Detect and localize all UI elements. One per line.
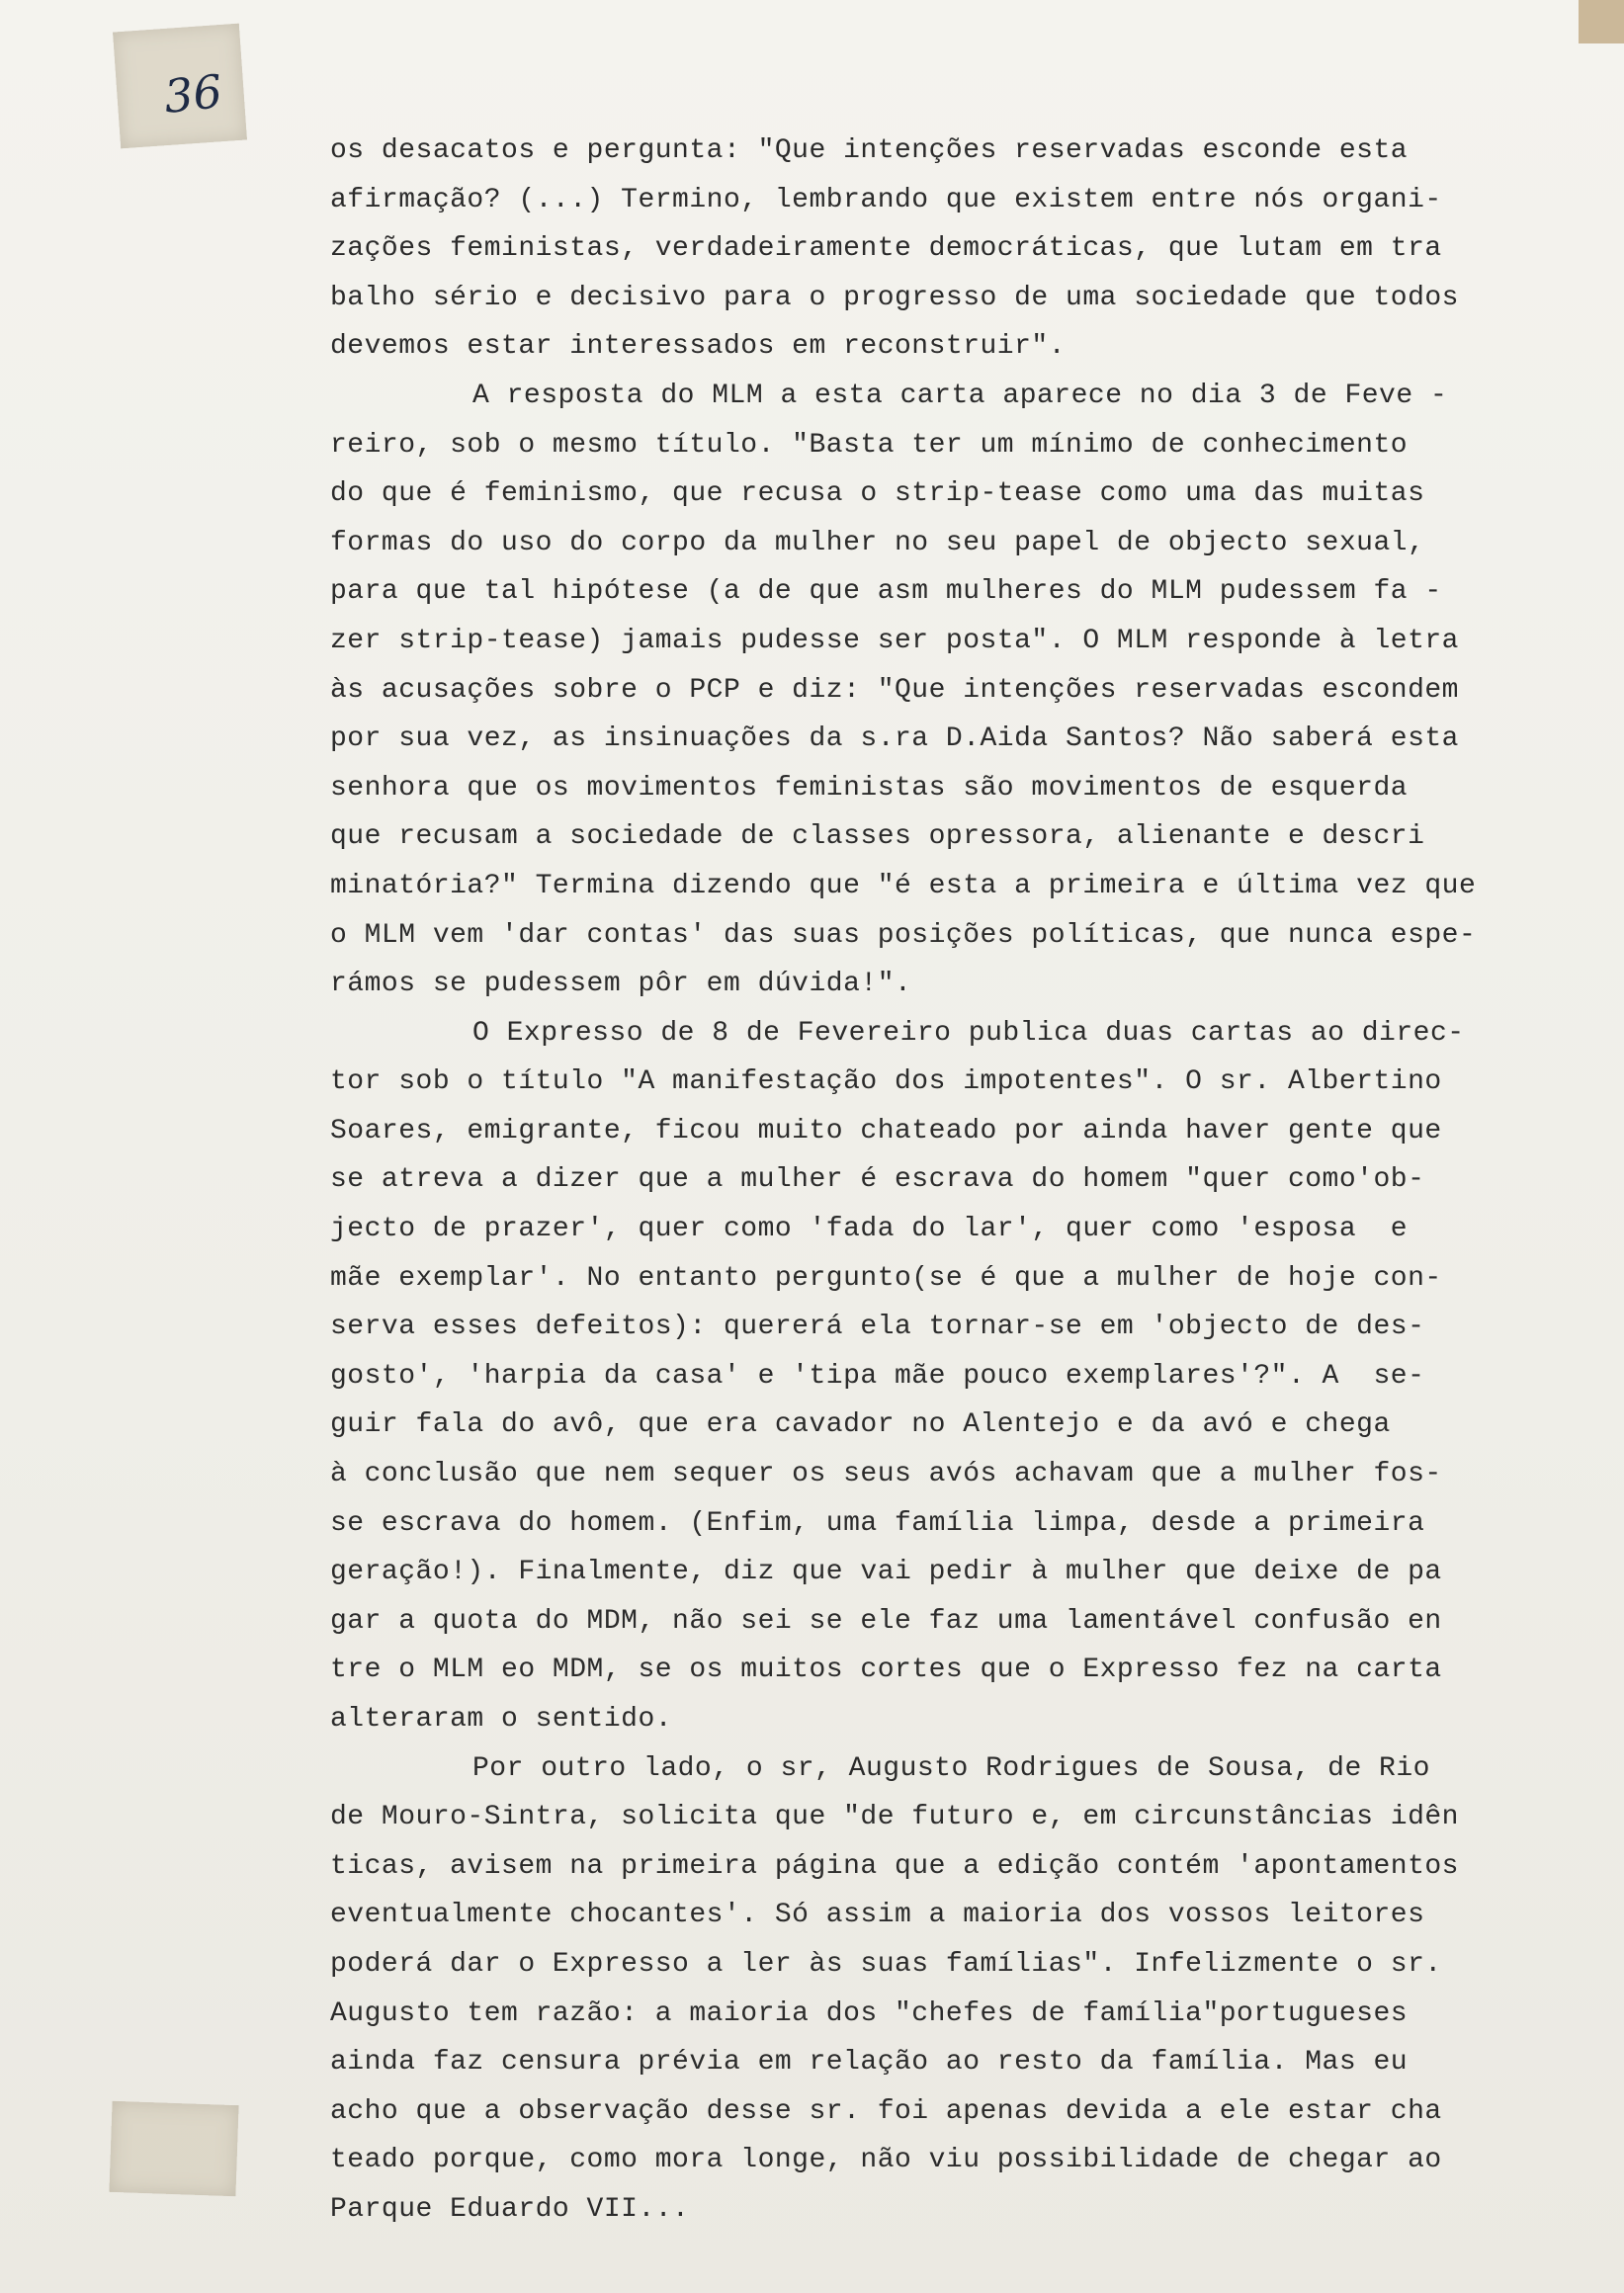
text-line: ticas, avisem na primeira página que a edição contém 'apontamentos <box>330 1850 1459 1882</box>
text-line: Augusto tem razão: a maioria dos "chefes de família"portugueses <box>330 1997 1409 2029</box>
text-line: geração!). Finalmente, diz que vai pedir à mulher que deixe de pa <box>330 1557 1442 1588</box>
text-line: ainda faz censura prévia em relação ao resto da família. Mas eu <box>330 2047 1409 2079</box>
text-line: A resposta do MLM a esta carta aparece no dia 3 de Feve - <box>472 380 1448 411</box>
body-text <box>330 127 1496 2235</box>
text-line: à conclusão que nem sequer os seus avós achavam que a mulher fos- <box>330 1459 1442 1490</box>
text-line: teado porque, como mora longe, não viu possibilidade de chegar ao <box>330 2145 1442 2176</box>
text-line: balho sério e decisivo para o progresso de uma sociedade que todos <box>330 282 1459 313</box>
paper-corner-mark <box>1579 0 1624 43</box>
text-line: formas do uso do corpo da mulher no seu papel de objecto sexual, <box>330 527 1425 558</box>
text-line: gosto', 'harpia da casa' e 'tipa mãe pouco exemplares'?". A se- <box>330 1360 1425 1392</box>
text-line: minatória?" Termina dizendo que "é esta a primeira e última vez que <box>330 870 1477 901</box>
text-line: serva esses defeitos): quererá ela tornar-se em 'objecto de des- <box>330 1312 1425 1343</box>
text-line: poderá dar o Expresso a ler às suas famílias". Infelizmente o sr. <box>330 1948 1442 1980</box>
text-line: zer strip-tease) jamais pudesse ser posta". O MLM responde à letra <box>330 625 1459 656</box>
text-line: se atreva a dizer que a mulher é escrava do homem "quer como'ob- <box>330 1164 1425 1196</box>
text-line: para que tal hipótese (a de que asm mulheres do MLM pudessem fa - <box>330 576 1442 608</box>
text-line: alteraram o sentido. <box>330 1704 673 1735</box>
text-line: guir fala do avô, que era cavador no Alentejo e da avó e chega <box>330 1409 1391 1441</box>
text-line: Por outro lado, o sr, Augusto Rodrigues de Sousa, de Rio <box>472 1752 1430 1784</box>
text-line: por sua vez, as insinuações da s.ra D.Aida Santos? Não saberá esta <box>330 723 1459 755</box>
text-line: rámos se pudessem pôr em dúvida!". <box>330 969 912 1000</box>
text-line: mãe exemplar'. No entanto pergunto(se é que a mulher de hoje con- <box>330 1262 1442 1294</box>
text-line: que recusam a sociedade de classes opressora, alienante e descri <box>330 821 1425 853</box>
text-line: Parque Eduardo VII... <box>330 2193 690 2225</box>
text-line: gar a quota do MDM, não sei se ele faz uma lamentável confusão en <box>330 1605 1442 1637</box>
text-line: de Mouro-Sintra, solicita que "de futuro e, em circunstâncias idên <box>330 1802 1459 1833</box>
text-line: Soares, emigrante, ficou muito chateado por ainda haver gente que <box>330 1115 1442 1146</box>
text-line: o MLM vem 'dar contas' das suas posições políticas, que nunca espe- <box>330 919 1477 951</box>
tape-mark-bottom <box>109 2101 238 2196</box>
text-line: eventualmente chocantes'. Só assim a maioria dos vossos leitores <box>330 1900 1425 1931</box>
text-line: se escrava do homem. (Enfim, uma família limpa, desde a primeira <box>330 1507 1425 1539</box>
text-line: jecto de prazer', quer como 'fada do lar', quer como 'esposa e <box>330 1214 1409 1245</box>
text-line: afirmação? (...) Termino, lembrando que existem entre nós organi- <box>330 184 1442 215</box>
text-line: zações feministas, verdadeiramente democráticas, que lutam em tra <box>330 233 1442 265</box>
text-line: tre o MLM eo MDM, se os muitos cortes que o Expresso fez na carta <box>330 1655 1442 1686</box>
text-line: acho que a observação desse sr. foi apenas devida a ele estar cha <box>330 2095 1442 2127</box>
text-line: tor sob o título "A manifestação dos impotentes". O sr. Albertino <box>330 1066 1442 1098</box>
page-number: 36 <box>161 64 225 124</box>
text-line: do que é feminismo, que recusa o strip-tease como uma das muitas <box>330 478 1425 510</box>
text-line: devemos estar interessados em reconstruir". <box>330 331 1067 363</box>
text-line: senhora que os movimentos feministas são movimentos de esquerda <box>330 772 1409 804</box>
text-line: reiro, sob o mesmo título. "Basta ter um mínimo de conhecimento <box>330 429 1409 461</box>
text-line: O Expresso de 8 de Fevereiro publica duas cartas ao direc- <box>472 1017 1465 1049</box>
text-line: os desacatos e pergunta: "Que intenções reservadas esconde esta <box>330 135 1409 166</box>
text-line: às acusações sobre o PCP e diz: "Que intenções reservadas escondem <box>330 674 1459 706</box>
